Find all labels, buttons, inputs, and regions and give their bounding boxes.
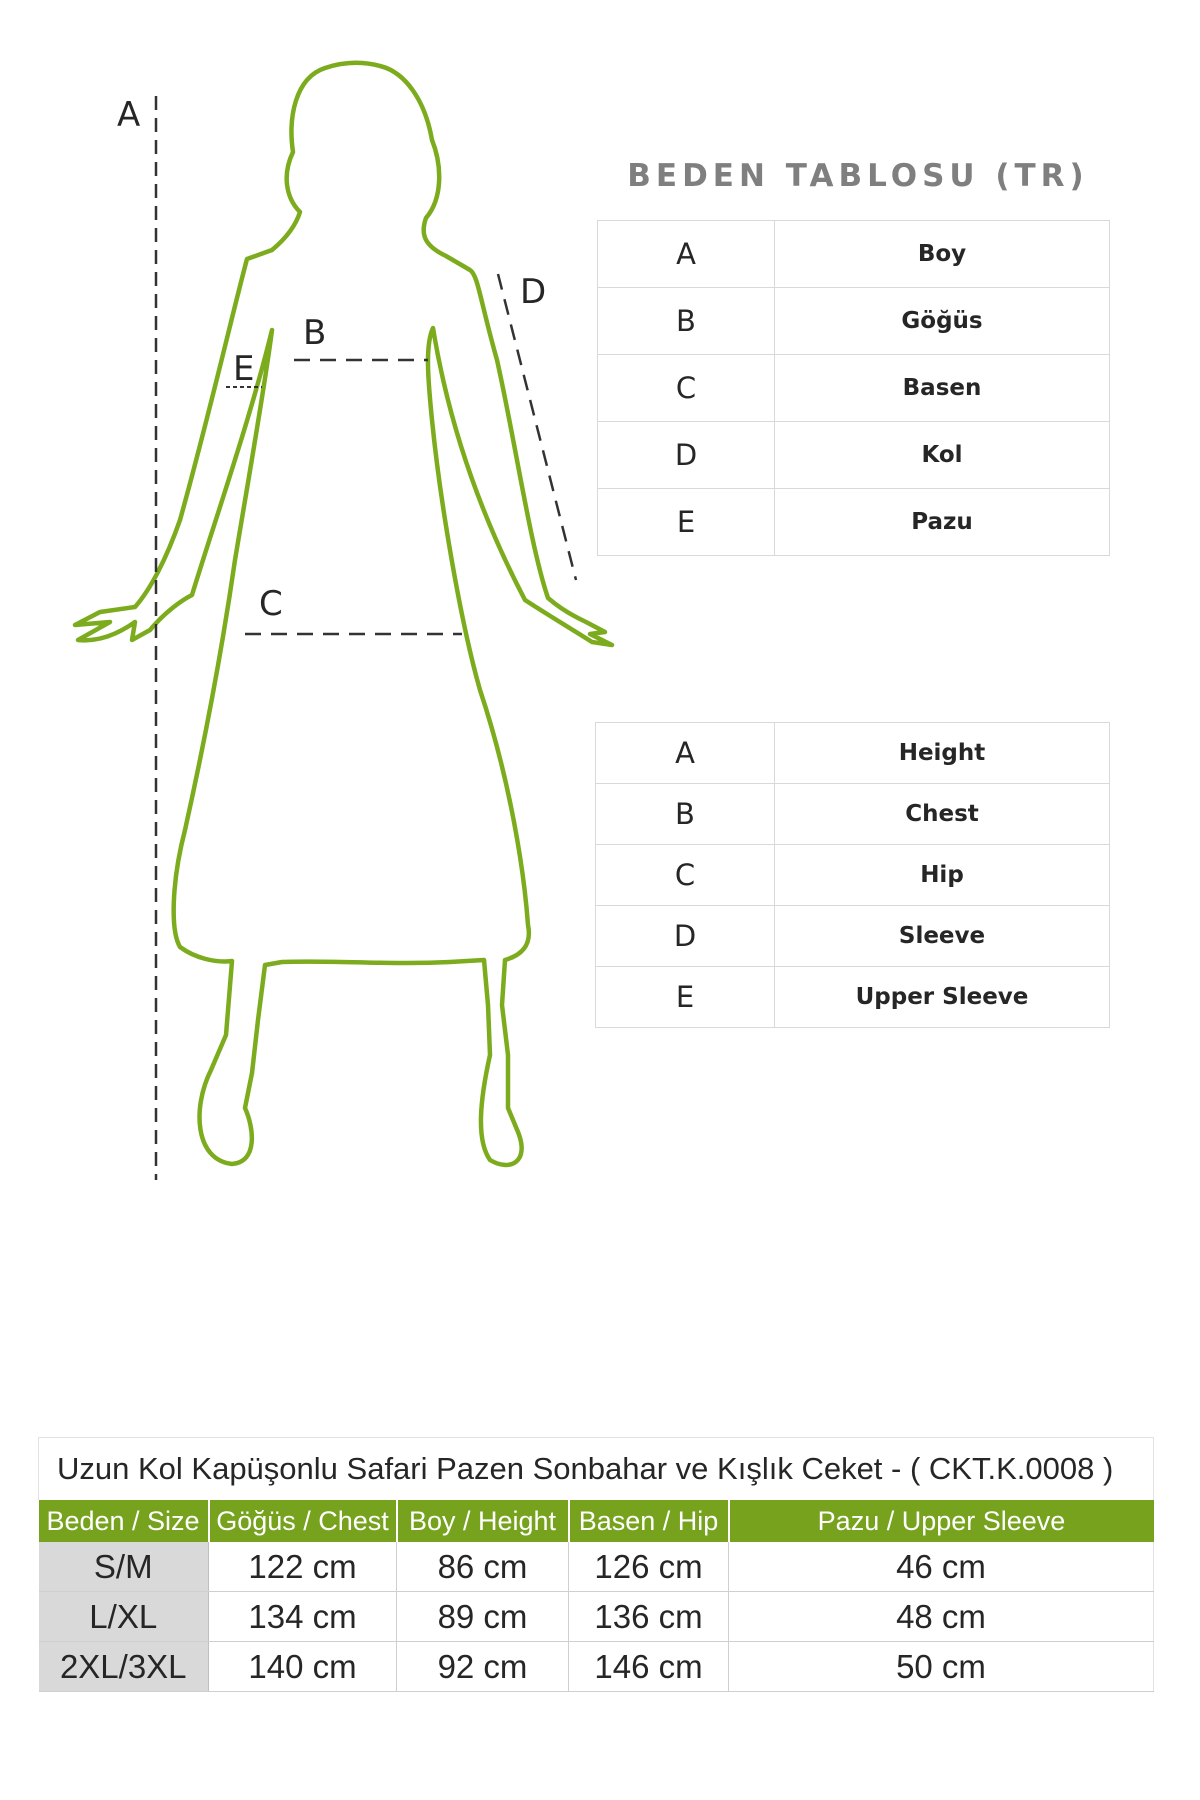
legend-code: A	[598, 221, 775, 288]
legend-label: Height	[775, 723, 1110, 784]
height-cell: 92 cm	[397, 1642, 569, 1692]
upper-sleeve-cell: 46 cm	[729, 1542, 1154, 1592]
chest-cell: 134 cm	[209, 1592, 397, 1642]
hip-cell: 126 cm	[569, 1542, 729, 1592]
table-row	[39, 1542, 1154, 1592]
table-row	[39, 1642, 1154, 1692]
hip-cell: 146 cm	[569, 1642, 729, 1692]
legend-row	[598, 288, 1110, 355]
legend-row	[596, 784, 1110, 845]
column-header: Pazu / Upper Sleeve	[729, 1500, 1154, 1542]
product-title: Uzun Kol Kapüşonlu Safari Pazen Sonbahar ve Kışlık Ceket - ( CKT.K.0008 )	[39, 1438, 1154, 1501]
column-header: Boy / Height	[397, 1500, 569, 1542]
height-cell: 86 cm	[397, 1542, 569, 1592]
table-row	[39, 1592, 1154, 1642]
legend-label: Chest	[775, 784, 1110, 845]
chest-cell: 140 cm	[209, 1642, 397, 1692]
column-header: Beden / Size	[39, 1500, 209, 1542]
upper-sleeve-cell: 50 cm	[729, 1642, 1154, 1692]
product-title-row	[39, 1438, 1154, 1501]
size-table	[38, 1437, 1154, 1692]
legend-row	[596, 845, 1110, 906]
legend-label: Upper Sleeve	[775, 967, 1110, 1028]
hip-cell: 136 cm	[569, 1592, 729, 1642]
legend-row	[598, 355, 1110, 422]
label-a: A	[117, 95, 141, 135]
legend-row	[596, 906, 1110, 967]
legend-label: Pazu	[775, 489, 1110, 556]
legend-row	[596, 723, 1110, 784]
label-e: E	[233, 349, 255, 389]
legend-label: Sleeve	[775, 906, 1110, 967]
legend-label: Hip	[775, 845, 1110, 906]
legend-row	[598, 221, 1110, 288]
legend-code: E	[596, 967, 775, 1028]
upper-sleeve-cell: 48 cm	[729, 1592, 1154, 1642]
legend-table-en	[595, 722, 1110, 1028]
legend-code: D	[598, 422, 775, 489]
legend-code: C	[598, 355, 775, 422]
body-measurement-figure	[0, 0, 700, 1240]
legend-label: Basen	[775, 355, 1110, 422]
column-header: Basen / Hip	[569, 1500, 729, 1542]
legend-code: D	[596, 906, 775, 967]
height-cell: 89 cm	[397, 1592, 569, 1642]
size-table-header	[39, 1500, 1154, 1542]
legend-label: Boy	[775, 221, 1110, 288]
legend-code: B	[598, 288, 775, 355]
chest-cell: 122 cm	[209, 1542, 397, 1592]
legend-code: A	[596, 723, 775, 784]
size-cell: 2XL/3XL	[39, 1642, 209, 1692]
legend-row	[598, 489, 1110, 556]
label-c: C	[259, 584, 283, 624]
legend-label: Göğüs	[775, 288, 1110, 355]
legend-code: E	[598, 489, 775, 556]
legend-code: B	[596, 784, 775, 845]
column-header: Göğüs / Chest	[209, 1500, 397, 1542]
size-chart-title: BEDEN TABLOSU (TR)	[627, 158, 1089, 194]
legend-code: C	[596, 845, 775, 906]
label-d: D	[520, 272, 547, 312]
size-cell: S/M	[39, 1542, 209, 1592]
legend-row	[596, 967, 1110, 1028]
size-cell: L/XL	[39, 1592, 209, 1642]
label-b: B	[303, 313, 327, 353]
legend-row	[598, 422, 1110, 489]
legend-label: Kol	[775, 422, 1110, 489]
legend-table-tr	[597, 220, 1110, 556]
